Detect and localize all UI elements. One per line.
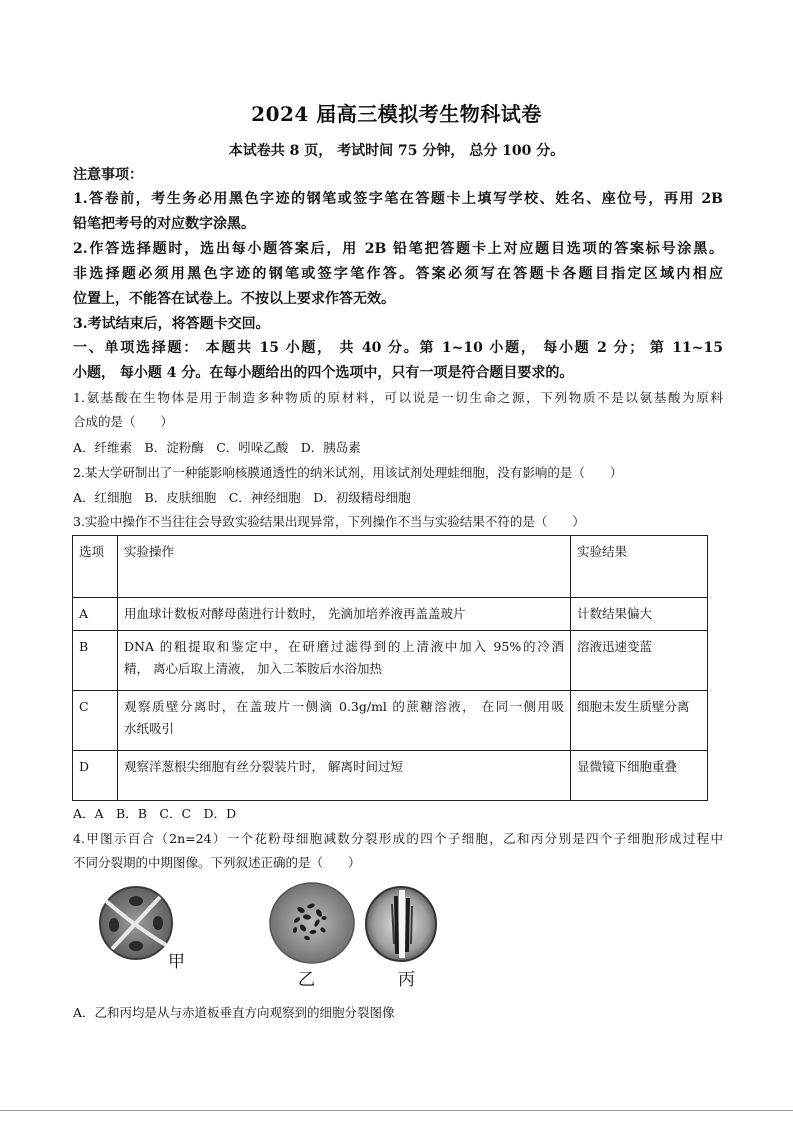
q1-stem-1: 1.氨基酸在生物体是用于制造多种物质的原材料，可以说是一切生命之源，下列物质不是以氨基酸为原料 <box>73 390 723 405</box>
row-option: C <box>73 691 118 751</box>
label-jia: 甲 <box>168 952 185 972</box>
tetrad-cell-figure <box>96 883 176 963</box>
q2-options: A．红细胞 B．皮肤细胞 C．神经细胞 D．初级精母细胞 <box>73 490 411 505</box>
row-option: B <box>73 631 118 691</box>
notice-line-4: 非选择题必须用黑色字迹的钢笔或签字笔作答。答案必须写在答题卡各题目指定区域内相应 <box>73 266 723 282</box>
row-option: A <box>73 598 118 631</box>
exam-title: 2024 届高三模拟考生物科试卷 <box>251 102 542 126</box>
row-operation-text: 观察洋葱根尖细胞有丝分裂装片时， 解离时间过短 <box>124 759 403 774</box>
exam-subtitle: 本试卷共 8 页， 考试时间 75 分钟， 总分 100 分。 <box>228 143 565 159</box>
header-option: 选项 <box>73 536 118 598</box>
label-yi: 乙 <box>298 970 315 990</box>
q4-stem-2: 不同分裂期的中期图像。下列叙述正确的是（ ） <box>73 855 361 870</box>
q2-stem: 2.某大学研制出了一种能影响核膜通透性的纳米试剂，用该试剂处理蛙细胞，没有影响的是（ ） <box>73 465 623 480</box>
row-operation-line-1: DNA 的粗提取和鉴定中，在研磨过滤得到的上清液中加入 95%的冷酒 <box>124 639 564 654</box>
row-operation <box>118 751 571 801</box>
notice-line-6: 3.考试结束后，将答题卡交回。 <box>73 316 270 332</box>
row-option: D <box>73 751 118 801</box>
notice-line-5: 位置上，不能答在试卷上。不按以上要求作答无效。 <box>73 291 395 307</box>
notice-line-3: 2.作答选择题时，选出每小题答案后，用 2B 铅笔把答题卡上对应题目选项的答案标号涂黑。 <box>73 241 723 257</box>
row-result: 溶液迅速变蓝 <box>571 631 708 691</box>
row-operation-line-2: 精， 离心后取上清液， 加入二苯胺后水浴加热 <box>124 661 382 676</box>
row-operation <box>118 691 571 751</box>
row-operation-text: 用血球计数板对酵母菌进行计数时， 先滴加培养液再盖盖玻片 <box>124 606 466 621</box>
table-row <box>73 598 708 631</box>
q1-stem-2: 合成的是（ ） <box>73 414 174 429</box>
notice-line-1: 1.答卷前，考生务必用黑色字迹的钢笔或签字笔在答题卡上填写学校、姓名、座位号，再用 2B <box>73 191 723 207</box>
q3-options: A．A B．B C．C D．D <box>73 806 237 821</box>
header-operation: 实验操作 <box>118 536 571 598</box>
row-operation-line-1: 观察质壁分离时，在盖玻片一侧滴 0.3g/ml 的蔗糖溶液， 在同一侧用吸 <box>124 699 564 714</box>
q4-option-a: A．乙和丙均是从与赤道板垂直方向观察到的细胞分裂图像 <box>73 1005 395 1020</box>
q3-stem: 3.实验中操作不当往往会导致实验结果出现异常，下列操作不当与实验结果不符的是（ ） <box>73 514 585 529</box>
table-row <box>73 751 708 801</box>
notice-heading: 注意事项： <box>73 167 143 183</box>
header-result: 实验结果 <box>571 536 708 598</box>
table-header-row <box>73 536 708 598</box>
section-heading-line-2: 小题， 每小题 4 分。在每小题给出的四个选项中，只有一项是符合题目要求的。 <box>73 365 574 381</box>
section-heading-line-1: 一、单项选择题： 本题共 15 小题， 共 40 分。第 1~10 小题， 每小题 2 分； 第 11~15 <box>73 340 723 356</box>
q1-options: A．纤维素 B．淀粉酶 C．吲哚乙酸 D．胰岛素 <box>73 440 361 455</box>
row-result: 细胞未发生质壁分离 <box>571 691 708 751</box>
notice-line-2: 铅笔把考号的对应数字涂黑。 <box>73 216 255 232</box>
experiment-table <box>72 535 708 801</box>
label-bing: 丙 <box>398 970 415 990</box>
row-result: 显微镜下细胞重叠 <box>571 751 708 801</box>
side-view-cell-figure <box>363 884 439 964</box>
polar-view-cell-figure <box>267 880 357 966</box>
row-result: 计数结果偏大 <box>571 598 708 631</box>
row-operation <box>118 598 571 631</box>
table-row <box>73 631 708 691</box>
row-operation <box>118 631 571 691</box>
page-bottom-rule <box>0 1110 793 1111</box>
q4-stem-1: 4.甲图示百合（2n=24）一个花粉母细胞减数分裂形成的四个子细胞，乙和丙分别是四个子细胞形成过程中 <box>73 831 723 846</box>
table-row <box>73 691 708 751</box>
row-operation-line-2: 水纸吸引 <box>124 721 175 736</box>
